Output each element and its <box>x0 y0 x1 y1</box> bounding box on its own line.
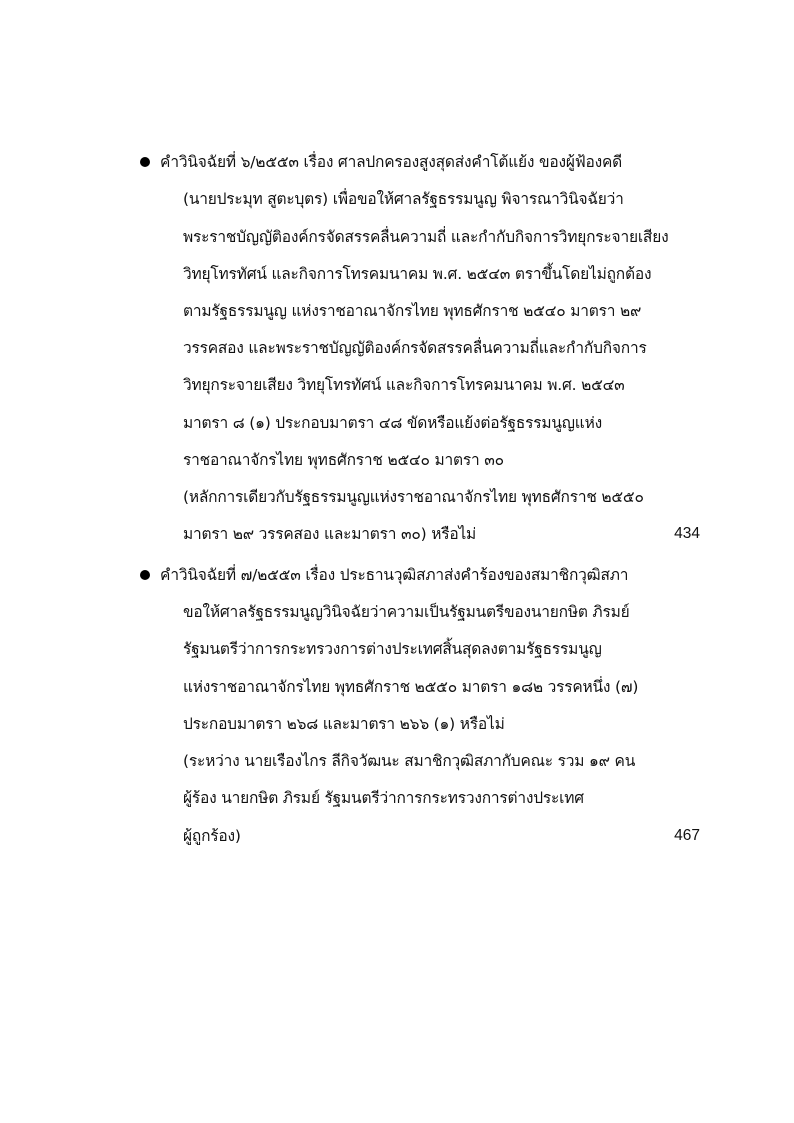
entry-line: ตามรัฐธรรมนูญ แห่งราชอาณาจักรไทย พุทธศักราช ๒๕๔๐ มาตรา ๒๙ <box>183 302 642 320</box>
entry-line: คำวินิจฉัยที่ ๗/๒๕๕๓ เรื่อง ประธานวุฒิสภาส่งคำร้องของสมาชิกวุฒิสภา <box>160 566 629 584</box>
entry-line: พระราชบัญญัติองค์กรจัดสรรคลื่นความถี่ และกำกับกิจการวิทยุกระจายเสียง <box>183 228 669 246</box>
entry-line: (หลักการเดียวกับรัฐธรรมนูญแห่งราชอาณาจักรไทย พุทธศักราช ๒๕๕๐ <box>183 488 644 506</box>
page-number: 467 <box>674 827 700 844</box>
entry-line: มาตรา ๒๙ วรรคสอง และมาตรา ๓๐) หรือไม่ <box>183 525 477 543</box>
entry-line: ประกอบมาตรา ๒๖๘ และมาตรา ๒๖๖ (๑) หรือไม่ <box>183 715 505 733</box>
entry-line: วิทยุกระจายเสียง วิทยุโทรทัศน์ และกิจการโทรคมนาคม พ.ศ. ๒๕๔๓ <box>183 376 625 394</box>
entry-line: (นายประมุท สูตะบุตร) เพื่อขอให้ศาลรัฐธรรมนูญ พิจารณาวินิจฉัยว่า <box>183 190 624 208</box>
entry-line: ขอให้ศาลรัฐธรรมนูญวินิจฉัยว่าความเป็นรัฐมนตรีของนายกษิต ภิรมย์ <box>183 603 630 621</box>
page-number: 434 <box>674 525 700 542</box>
entry-line: มาตรา ๘ (๑) ประกอบมาตรา ๔๘ ขัดหรือแย้งต่อรัฐธรรมนูญแห่ง <box>183 414 602 432</box>
entry-line: วรรคสอง และพระราชบัญญัติองค์กรจัดสรรคลื่นความถี่และกำกับกิจการ <box>183 339 647 357</box>
entry-line: ราชอาณาจักรไทย พุทธศักราช ๒๕๔๐ มาตรา ๓๐ <box>183 451 504 469</box>
bullet-icon <box>140 570 150 580</box>
entry-line: แห่งราชอาณาจักรไทย พุทธศักราช ๒๕๕๐ มาตรา ๑๘๒ วรรคหนึ่ง (๗) <box>183 678 639 696</box>
entry-line: ผู้ร้อง นายกษิต ภิรมย์ รัฐมนตรีว่าการกระทรวงการต่างประเทศ <box>183 789 584 807</box>
bullet-icon <box>140 157 150 167</box>
entry-line: คำวินิจฉัยที่ ๖/๒๕๕๓ เรื่อง ศาลปกครองสูงสุดส่งคำโต้แย้ง ของผู้ฟ้องคดี <box>160 153 623 171</box>
entry-line: วิทยุโทรทัศน์ และกิจการโทรคมนาคม พ.ศ. ๒๕๔๓ ตราขึ้นโดยไม่ถูกต้อง <box>183 265 652 283</box>
entry-line: ผู้ถูกร้อง) <box>183 827 241 845</box>
entry-line: (ระหว่าง นายเรืองไกร ลีกิจวัฒนะ สมาชิกวุฒิสภากับคณะ รวม ๑๙ คน <box>183 752 636 770</box>
entry-line: รัฐมนตรีว่าการกระทรวงการต่างประเทศสิ้นสุดลงตามรัฐธรรมนูญ <box>183 640 602 658</box>
